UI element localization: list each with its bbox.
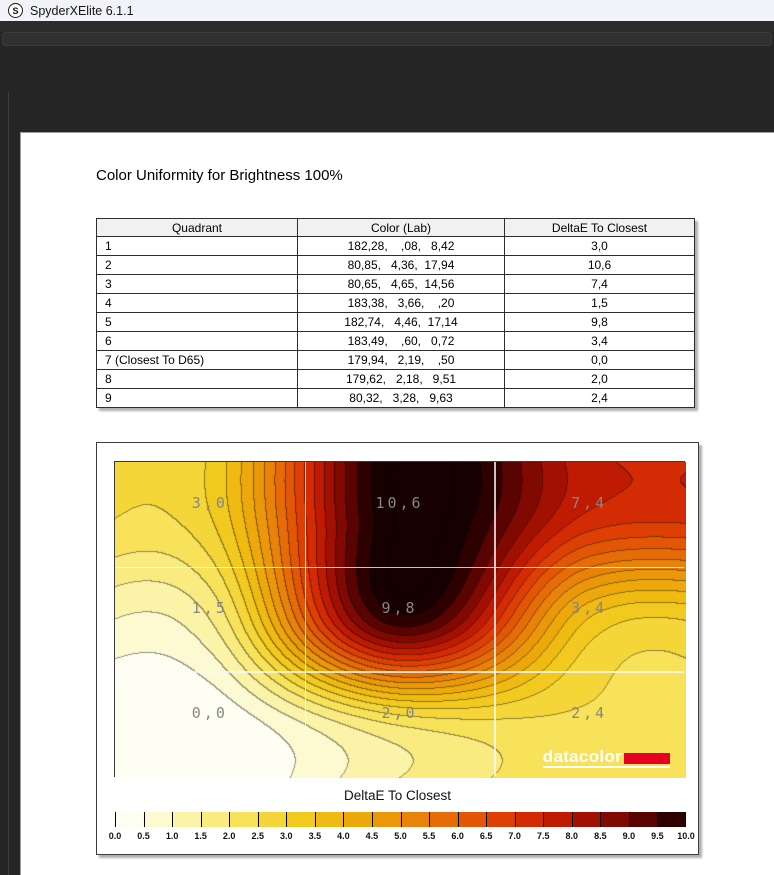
lab-cell: 80,32, 3,28, 9,63 (298, 389, 505, 408)
colorbar-tick-label: 1.0 (165, 831, 179, 841)
colorbar-tick-label: 3.5 (308, 831, 322, 841)
colorbar-tick-label: 10.0 (677, 831, 695, 841)
table-row (97, 237, 695, 256)
colorbar-tick (458, 812, 459, 827)
quadrant-value-label: 7,4 (571, 494, 608, 513)
delta-cell: 7,4 (505, 275, 695, 294)
table-row (97, 313, 695, 332)
quadrant-value-label: 1,5 (191, 599, 228, 617)
datacolor-logo (542, 747, 670, 768)
lab-cell: 80,85, 4,36, 17,94 (298, 256, 505, 275)
grid-line-horizontal-2 (115, 671, 684, 672)
quadrant-value-label: 2,0 (381, 703, 418, 722)
table-row (97, 332, 695, 351)
colorbar-tick-label: 6.5 (479, 831, 493, 841)
table-row (97, 294, 695, 313)
grid-line-horizontal-1 (115, 567, 684, 568)
lab-cell: 179,62, 2,18, 9,51 (298, 370, 505, 389)
delta-cell: 2,0 (505, 370, 695, 389)
colorbar-tick (657, 812, 658, 827)
colorbar-tick (515, 812, 516, 827)
delta-cell: 2,4 (505, 389, 695, 408)
table-row (97, 351, 695, 370)
colorbar-tick (115, 812, 116, 827)
datacolor-wordmark: datacolor (542, 747, 622, 766)
colorbar-title: DeltaE To Closest (343, 788, 452, 803)
delta-cell: 3,4 (505, 332, 695, 351)
colorbar-tick (315, 812, 316, 827)
quadrant-cell: 2 (97, 256, 298, 275)
quadrant-cell: 1 (97, 237, 298, 256)
delta-cell: 3,0 (505, 237, 695, 256)
colorbar-tick (372, 812, 373, 827)
colorbar (115, 812, 686, 827)
colorbar-tick (201, 812, 202, 827)
colorbar-tick (229, 812, 230, 827)
table-row (97, 370, 695, 389)
colorbar-tick (144, 812, 145, 827)
col-header-color-lab: Color (Lab) (298, 219, 505, 237)
colorbar-tick-label: 2.0 (222, 831, 236, 841)
toolbar[interactable] (2, 32, 772, 46)
delta-cell: 9,8 (505, 313, 695, 332)
quadrant-cell: 9 (97, 389, 298, 408)
table-row (97, 256, 695, 275)
table-header-row (97, 219, 695, 237)
colorbar-tick-label: 8.0 (565, 831, 579, 841)
left-panel-divider (8, 92, 9, 875)
uniformity-table (96, 218, 695, 408)
menu-band (0, 21, 774, 32)
colorbar-tick-labels (108, 831, 695, 843)
colorbar-tick-label: 6.0 (451, 831, 464, 841)
col-header-quadrant: Quadrant (97, 219, 298, 237)
quadrant-value-label: 3,4 (571, 599, 608, 617)
colorbar-tick-label: 0.5 (137, 831, 150, 841)
colorbar-tick-label: 2.5 (251, 831, 265, 841)
delta-cell: 1,5 (505, 294, 695, 313)
colorbar-tick (258, 812, 259, 827)
quadrant-value-label: 2,4 (571, 703, 608, 722)
quadrant-cell: 5 (97, 313, 298, 332)
colorbar-tick-label: 1.5 (194, 831, 207, 841)
colorbar-tick (572, 812, 573, 827)
colorbar-tick-label: 0.0 (108, 831, 122, 841)
report-heading: Color Uniformity for Brightness 100% (96, 167, 343, 184)
colorbar-tick (600, 812, 601, 827)
quadrant-cell: 7 (Closest To D65) (97, 351, 298, 370)
colorbar-tick-label: 5.0 (394, 831, 407, 841)
datacolor-red-bar (624, 753, 670, 764)
colorbar-tick-label: 7.5 (536, 831, 550, 841)
delta-cell: 0,0 (505, 351, 695, 370)
lab-cell: 179,94, 2,19, ,50 (298, 351, 505, 370)
figure-panel (96, 442, 699, 855)
colorbar-tick-label: 9.0 (622, 831, 636, 841)
quadrant-value-label: 0,0 (191, 703, 228, 722)
content-area[interactable] (0, 46, 774, 841)
colorbar-tick-label: 5.5 (422, 831, 436, 841)
col-header-deltae: DeltaE To Closest (505, 219, 695, 237)
lab-cell: 182,74, 4,46, 17,14 (298, 313, 505, 332)
colorbar-tick (286, 812, 287, 827)
table-row (97, 389, 695, 408)
colorbar-tick (401, 812, 402, 827)
colorbar-tick-label: 4.5 (365, 831, 379, 841)
lab-cell: 183,38, 3,66, ,20 (298, 294, 505, 313)
colorbar-tick (429, 812, 430, 827)
spyder-app-icon: S (8, 3, 23, 18)
lab-cell: 80,65, 4,65, 14,56 (298, 275, 505, 294)
table-row (97, 275, 695, 294)
lab-cell: 183,49, ,60, 0,72 (298, 332, 505, 351)
contour-plot (114, 461, 685, 777)
quadrant-cell: 4 (97, 294, 298, 313)
lab-cell: 182,28, ,08, 8,42 (298, 237, 505, 256)
quadrant-cell: 8 (97, 370, 298, 389)
colorbar-tick (685, 812, 686, 827)
colorbar-tick-label: 8.5 (594, 831, 607, 841)
colorbar-tick (343, 812, 344, 827)
delta-cell: 10,6 (505, 256, 695, 275)
colorbar-tick-label: 4.0 (337, 831, 350, 841)
window-title: SpyderXElite 6.1.1 (30, 3, 134, 18)
colorbar-tick-label: 3.0 (280, 831, 293, 841)
colorbar-tick (629, 812, 630, 827)
grid-line-vertical-2 (494, 462, 495, 776)
colorbar-tick (172, 812, 173, 827)
colorbar-tick (543, 812, 544, 827)
window-titlebar (0, 0, 774, 21)
quadrant-cell: 3 (97, 275, 298, 294)
colorbar-tick-label: 9.5 (651, 831, 664, 841)
quadrant-value-label: 10,6 (375, 494, 424, 513)
quadrant-value-label: 3,0 (191, 494, 228, 513)
quadrant-value-label: 9,8 (381, 599, 418, 617)
report-page (20, 132, 774, 875)
colorbar-tick (486, 812, 487, 827)
grid-line-vertical-1 (305, 462, 306, 776)
quadrant-cell: 6 (97, 332, 298, 351)
colorbar-tick-label: 7.0 (508, 831, 521, 841)
